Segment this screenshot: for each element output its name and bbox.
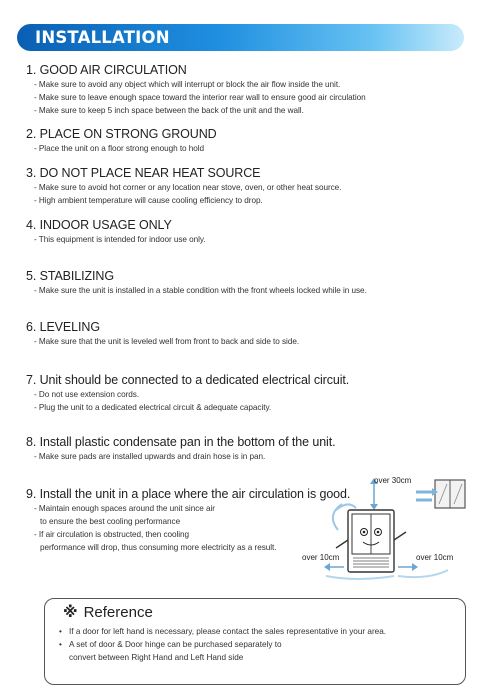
section-title: 5. STABILIZING [26,269,114,283]
installation-header-bar [17,24,464,51]
section-line: - Make sure the unit is installed in a stable condition with the front wheels locked while in use. [34,286,367,295]
reference-item-text: A set of door & Door hinge can be purchased separately to [69,640,282,649]
section-line: - Maintain enough spaces around the unit since air [34,504,215,513]
reference-list [59,625,459,664]
section-line: performance will drop, thus consuming more electricity as a result. [40,543,277,552]
section-line: - Make sure to avoid hot corner or any location near stove, oven, or other heat source. [34,183,342,192]
section-stabilizing [26,269,466,297]
reference-item [59,638,459,651]
section-line: - Do not use extension cords. [34,390,140,399]
cabinet-unit-illustration [336,510,406,572]
label-over-30cm: over 30cm [374,476,412,485]
section-title: 2. PLACE ON STRONG GROUND [26,127,217,141]
reference-mark-icon: ※ [63,604,78,621]
reference-title-text: Reference [83,604,153,621]
section-strong-ground [26,127,466,155]
section-title: 8. Install plastic condensate pan in the bottom of the unit. [26,435,336,449]
section-line: - Place the unit on a floor strong enough to hold [34,144,205,153]
clearance-diagram [298,470,468,585]
section-line: - High ambient temperature will cause cooling efficiency to drop. [34,196,263,205]
section-line: to ensure the best cooling performance [40,517,181,526]
clearance-illustration [298,470,468,585]
section-title: 7. Unit should be connected to a dedicated electrical circuit. [26,373,350,387]
section-title: 3. DO NOT PLACE NEAR HEAT SOURCE [26,166,261,180]
section-line: - Make sure that the unit is leveled well from front to back and side to side. [34,337,300,346]
section-title: 6. LEVELING [26,320,100,334]
label-over-10cm-left: over 10cm [302,553,340,562]
reference-title [63,603,153,621]
section-line: - Make sure to avoid any object which will interrupt or block the air flow inside the unit. [34,80,341,89]
section-line: - Make sure pads are installed upwards and drain hose is in pan. [34,452,266,461]
section-line: - Plug the unit to a dedicated electrical circuit & adequate capacity. [34,403,272,412]
section-air-circulation-placement [26,487,351,554]
section-line: - This equipment is intended for indoor use only. [34,235,206,244]
section-line: - Make sure to leave enough space toward the interior rear wall to ensure good air circulation [34,93,366,102]
bullet-icon: • [59,640,62,649]
bullet-icon: • [59,627,62,636]
section-title: 1. GOOD AIR CIRCULATION [26,63,187,77]
reference-item-text: convert between Right Hand and Left Hand side [69,653,244,662]
page-title: INSTALLATION [35,28,170,47]
section-line: - Make sure to keep 5 inch space between the back of the unit and the wall. [34,106,304,115]
label-over-10cm-right: over 10cm [416,553,454,562]
section-leveling [26,320,466,348]
section-indoor-usage [26,218,466,246]
section-title: 9. Install the unit in a place where the air circulation is good. [26,487,351,501]
section-line: - If air circulation is obstructed, then cooling [34,530,190,539]
section-condensate-pan [26,435,466,463]
section-title: 4. INDOOR USAGE ONLY [26,218,172,232]
window-illustration [416,480,465,508]
section-good-air-circulation [26,63,466,117]
reference-item [59,625,459,638]
reference-box [44,598,466,685]
reference-item-text: If a door for left hand is necessary, please contact the sales representative in your area. [69,627,387,636]
section-electrical-circuit [26,373,466,414]
section-heat-source [26,166,466,207]
reference-item-continuation [59,651,459,664]
